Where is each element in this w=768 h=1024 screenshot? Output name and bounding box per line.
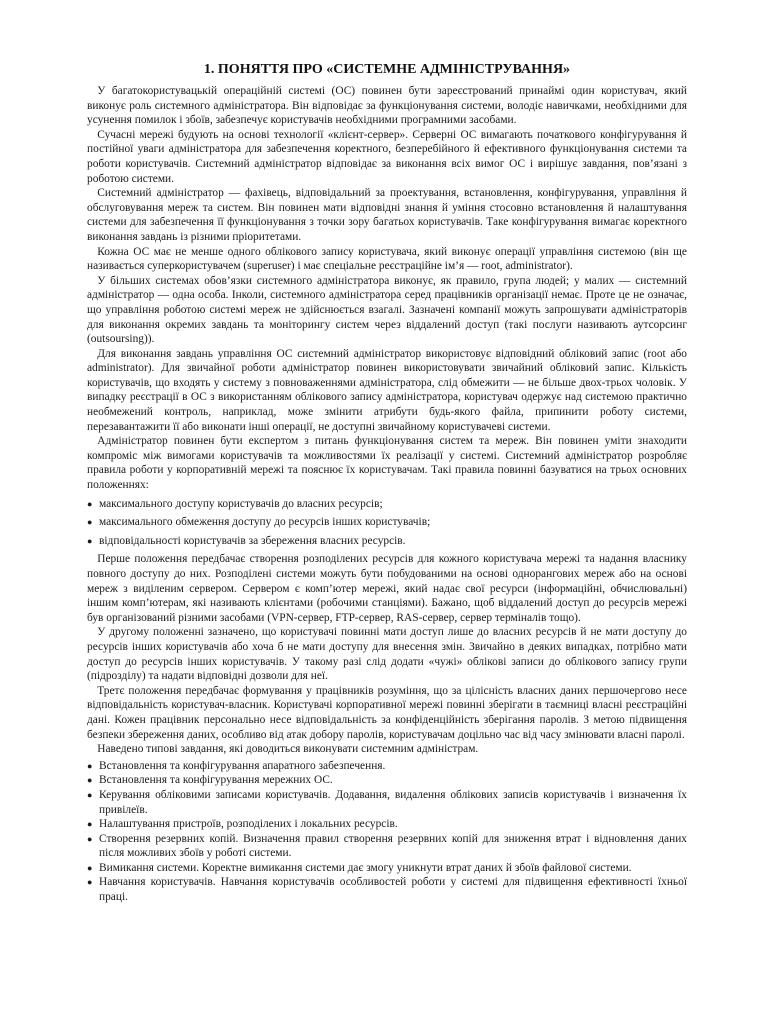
paragraph: Адміністратор повинен бути експертом з питань функціонування систем та мереж. Він повинен уміти знаходити компроміс між вимогами користувачів та можливостями їх реалізації у системі. Системний адміністратор розробляє правила роботи у корпоративній мережі та пояснює їх користувачам. Такі правила повинні базуватися на трьох основних положеннях: — [87, 435, 687, 492]
list-item-text: Встановлення та конфігурування апаратного забезпечення. — [99, 759, 386, 772]
page-title: 1. ПОНЯТТЯ ПРО «СИСТЕМНЕ АДМІНІСТРУВАННЯ» — [203, 62, 571, 77]
document-page — [87, 62, 687, 907]
list-item — [87, 832, 687, 861]
list-item-text: Створення резервних копій. Визначення правил створення резервних копій для зниження втрат і відновлення даних після можливих збоїв у роботі системи. — [99, 832, 687, 860]
bullet-icon: ● — [87, 877, 93, 888]
list-item-text: максимального доступу користувачів до власних ресурсів; — [99, 497, 383, 510]
paragraph: Перше положення передбачає створення розподілених ресурсів для кожного користувача мережі та надання власнику повного доступу до них. Розподілені системи можуть бути побудованими на основі однорангових мереж або на основі мереж з виділеним сервером. Сервером є комп’ютер мережі, який надає свої ресурси (інформаційні, обчислювальні) іншим комп’ютерам, які називають клієнтами (робочими станціями). Бажано, щоб віддалений доступ до ресурсів мережі був організований різними засобами (VPN-сервер, FTP-сервер, RAS-сервер, сервер терміналів тощо). — [87, 553, 687, 624]
paragraph: Наведено типові завдання, які доводиться виконувати системним адміністрам. — [97, 743, 479, 756]
paragraph: Для виконання завдань управління ОС системний адміністратор використовує відповідний обліковий запис (root або administrator). Для звичайної роботи адміністратор повинен використовувати звичайний обліковий запис. Кількість користувачів, що входять у систему з повноваженнями адміністратора, слід обмежити — не більше двох-трьох чоловік. У випадку реєстрації в ОС з використанням облікового запису адміністратора, користувач одержує над системою практично необмежений контроль, наприклад, може змінити атрибути будь-якого файла, припинити роботу системи, перезавантажити її або виконати інші операції, не доступні звичайному користувачеві системи. — [87, 347, 687, 433]
bullet-icon: ● — [87, 862, 93, 873]
paragraph: Сучасні мережі будують на основі технології «клієнт-сервер». Серверні ОС вимагають початкового конфігурування й постійної уваги адміністратора для забезпечення коректного, безперебійного й ефективного функціонування системи та роботи користувачів. Системний адміністратор відповідає за виконання всіх вимог ОС і вирішує завдання, пов’язані з роботою системи. — [87, 128, 687, 185]
list-item-text: максимального обмеження доступу до ресурсів інших користувачів; — [99, 516, 431, 529]
list-item-text: Керування обліковими записами користувачів. Додавання, видалення облікових записів користувачів і визначення їх привілеїв. — [99, 788, 687, 816]
bullet-icon: ● — [87, 819, 93, 830]
list-item — [87, 875, 687, 904]
intro-section — [87, 84, 687, 493]
paragraph: У більших системах обов’язки системного адміністратора виконує, як правило, група людей; у малих — системний адміністратор — одна особа. Інколи, системного адміністратора серед працівників організації немає. Проте це не означає, що управління роботою системі мереж не здійснюється взагалі. Зазначені компанії можуть запрошувати адміністраторів для виконання окремих завдань та моніторингу систем через віддалений доступ (такі послуги називають аутсорсинг (outsoursing)). — [87, 274, 687, 346]
bullet-icon: ● — [87, 833, 93, 844]
paragraph: У другому положенні зазначено, що користувачі повинні мати доступ лише до власних ресурсів й не мати доступу до ресурсів інших користувачів або хоча б не мати доступу для внесення змін. Звичайно в деяких випадках, потрібно мати доступ до ресурсів інших користувачів. У такому разі слід додати «чужі» облікові записи до облікового запису групи (підрозділу) та надати відповідні дозволи для неї. — [87, 626, 687, 683]
bullet-icon: ● — [87, 535, 93, 546]
list-item — [87, 817, 687, 832]
bullet-icon: ● — [87, 789, 93, 800]
principles-section — [87, 552, 687, 756]
paragraph: Системний адміністратор — фахівець, відповідальний за проектування, встановлення, конфігурування, управління й обслуговування мереж та систем. Він повинен мати відповідні знання й уміння стосовно встановлення й налаштування системи для забезпечення її функціонування з точки зору багатьох користувачів. Таке конфігурування вимагає коректного виконання завдань із різними пріоритетами. — [87, 187, 687, 243]
list-item — [87, 773, 687, 788]
list-item — [87, 788, 687, 817]
list-item-text: Навчання користувачів. Навчання користувачів особливостей роботи у системі для підвищення ефективності їхньої праці. — [99, 876, 687, 904]
principles-list — [87, 497, 687, 549]
tasks-list — [87, 759, 687, 905]
list-item-text: Вимикання системи. Коректне вимикання системи дає змогу уникнути втрат даних й збоїв файлової системи. — [99, 861, 632, 874]
list-item — [87, 515, 687, 530]
list-item — [87, 861, 687, 876]
list-item-text: відповідальності користувачів за збереження власних ресурсів. — [99, 534, 406, 547]
paragraph: Кожна ОС має не менше одного облікового запису користувача, який виконує операції управління системою (він ще називається суперкористувачем (superuser) і має спеціальне реєстраційне ім’я — root, administrator). — [87, 245, 687, 273]
list-item — [87, 497, 687, 512]
bullet-icon: ● — [87, 517, 93, 528]
list-item-text: Встановлення та конфігурування мережних ОС. — [99, 774, 333, 787]
bullet-icon: ● — [87, 498, 93, 509]
list-item — [87, 534, 687, 549]
list-item-text: Налаштування пристроїв, розподілених і локальних ресурсів. — [99, 818, 398, 831]
bullet-icon: ● — [87, 760, 93, 771]
bullet-icon: ● — [87, 775, 93, 786]
list-item — [87, 759, 687, 774]
paragraph: Третє положення передбачає формування у працівників розуміння, що за цілісність власних даних першочергово несе відповідальність користувач-власник. Користувачі корпоративної мережі повинні зберігати в таємниці власні реєстраційні дані. Кожен працівник персонально несе відповідальність за конфіденційність зберігання паролів. З метою підвищення безпеки збереження даних, особливо від атак добору паролів, користувачам доцільно час від часу змінювати власні паролі. — [87, 684, 687, 741]
paragraph: У багатокористувацькій операційній системі (ОС) повинен бути зареєстрований принаймі один користувач, який виконує роль системного адміністратора. Він відповідає за функціонування системи, володіє навичками, необхідними для усунення помилок і збоїв, забезпечує користувачів необхідними програмними засобами. — [87, 85, 687, 127]
